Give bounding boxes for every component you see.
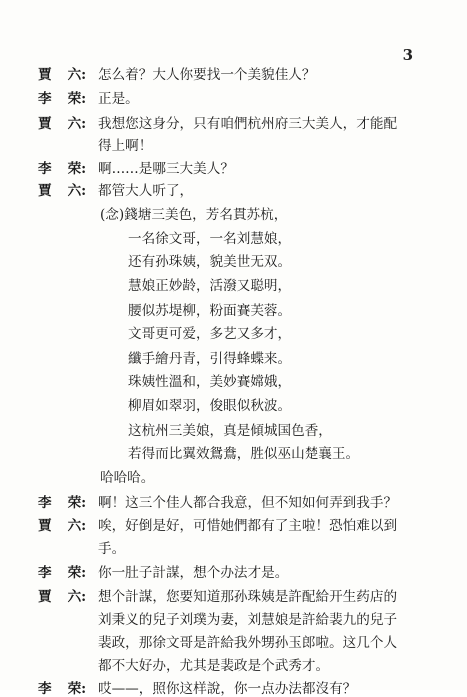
speaker-surname: 李 [38,495,52,511]
speaker-given-name: 六: [67,116,87,132]
verse-text: (念)錢塘三美色，芳名貫苏杭， [100,207,288,223]
speech-text: 哎——，照你这样說，你一点办法都沒有？ [98,681,357,697]
speaker-given-name: 荣: [67,161,87,177]
speaker-surname: 賈 [38,589,52,605]
speech-text: 手。 [98,541,126,557]
speaker-name [38,589,86,605]
speaker-name [38,161,86,177]
speaker-surname: 李 [38,681,52,697]
speech-text: 都不大好办，尤其是裴政是个武秀才。 [98,658,330,674]
verse-text: 还有孙珠姨，貌美世无双。 [128,254,292,270]
speaker-given-name: 荣: [67,91,87,107]
speaker-surname: 賈 [38,67,52,83]
verse-text: 这杭州三美娘，真是傾城国色香， [128,423,332,439]
speaker-surname: 賈 [38,518,52,534]
speaker-name [38,67,86,83]
verse-text: 一名徐文哥，一名刘慧娘， [128,231,292,247]
speech-text: 啊……是哪三大美人？ [98,161,234,177]
speech-text: 正是。 [98,91,139,107]
speech-text: 你一肚子計謀，想个办法才是。 [98,565,289,581]
speech-text: 唉，好倒是好，可惜她們都有了主啦！恐怕难以到 [98,518,398,534]
speech-text: 裴政，那徐文哥是許給我外甥孙玉郎啦。这几个人 [98,635,398,651]
verse-text: 慧娘正妙龄，活潑又聪明， [128,278,292,294]
speaker-surname: 李 [38,565,52,581]
speech-text: 都管大人听了， [98,183,194,199]
speaker-given-name: 六: [67,518,87,534]
speech-text: 我想您这身分，只有咱們杭州府三大美人，才能配 [98,116,398,132]
speech-text: 刘秉义的兒子刘璞为妻，刘慧娘是許給裴九的兒子 [98,612,398,628]
speaker-surname: 賈 [38,183,52,199]
verse-text: 珠姨性溫和，美妙賽嫦娥， [128,374,292,390]
verse-text: 若得而比翼效鴛鴦，胜似巫山楚襄王。 [128,446,360,462]
speaker-surname: 李 [38,91,52,107]
verse-text: 文哥更可爱，多艺又多才， [128,326,292,342]
speaker-given-name: 六: [67,589,87,605]
speaker-given-name: 荣: [67,565,87,581]
verse-text: 哈哈哈。 [100,470,155,486]
verse-text: 腰似苏堤柳，粉面賽芙蓉。 [128,303,292,319]
speaker-given-name: 荣: [67,495,87,511]
speaker-name [38,183,86,199]
speech-text: 想个計謀，您要知道那孙珠姨是許配給开生药店的 [98,589,398,605]
speech-text: 得上啊！ [98,138,153,154]
speech-text: 怎么着？大人你要找一个美貌佳人？ [98,67,316,83]
speaker-given-name: 六: [67,183,87,199]
speaker-name [38,518,86,534]
page-number: 3 [402,46,413,64]
speaker-name [38,116,86,132]
verse-text: 柳眉如翠羽，俊眼似秋波。 [128,398,292,414]
speaker-given-name: 荣: [67,681,87,697]
speaker-given-name: 六: [67,67,87,83]
speaker-name [38,681,86,697]
verse-text: 纖手繪丹青，引得蜂蝶来。 [128,351,292,367]
speech-text: 啊！这三个佳人都合我意，但不知如何弄到我手？ [98,495,398,511]
speaker-surname: 李 [38,161,52,177]
speaker-name [38,91,86,107]
speaker-name [38,565,86,581]
speaker-name [38,495,86,511]
speaker-surname: 賈 [38,116,52,132]
